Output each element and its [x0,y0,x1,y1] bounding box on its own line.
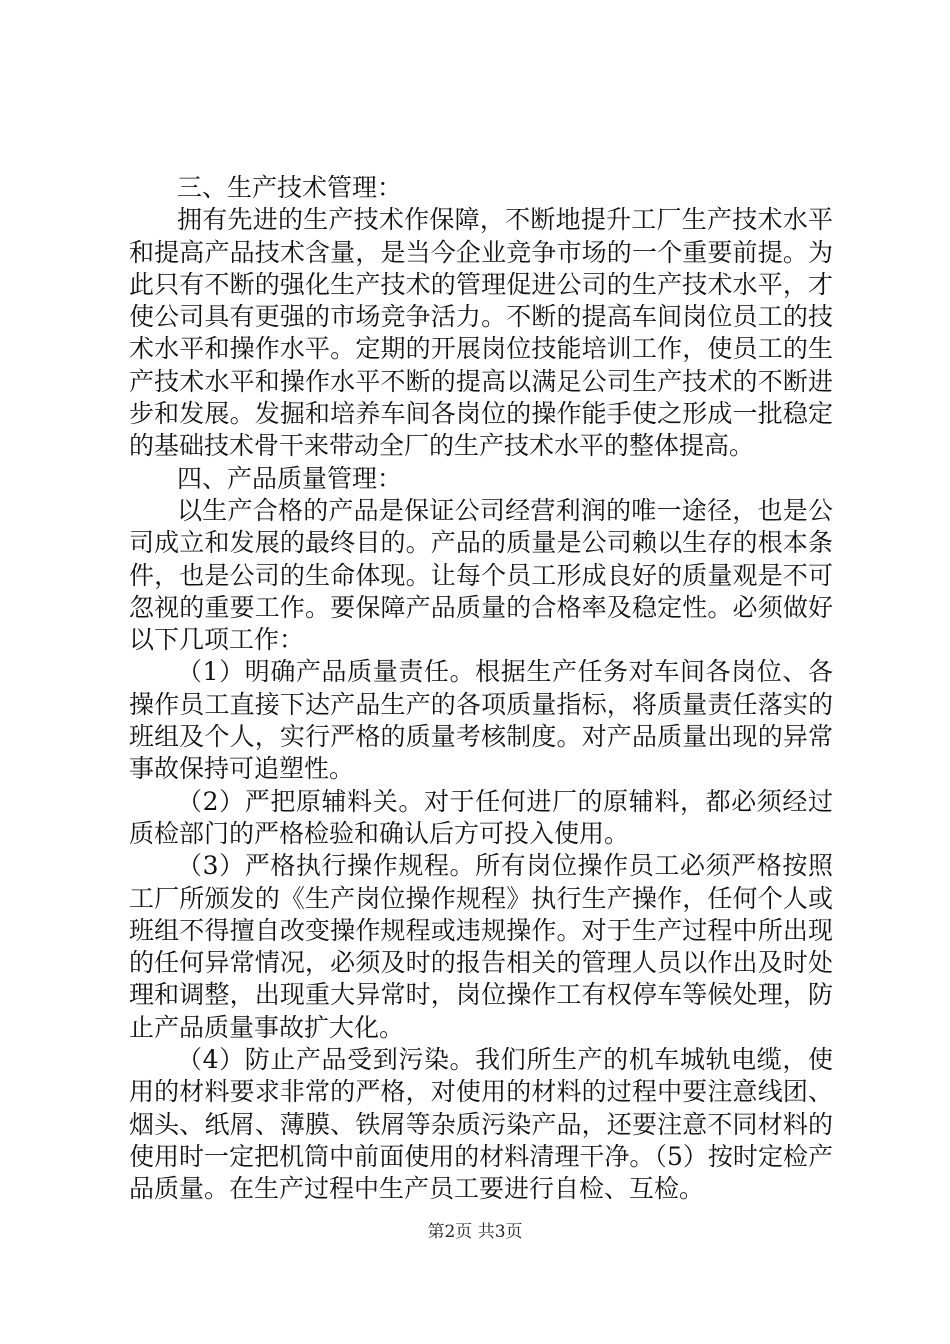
list-item: （3）严格执行操作规程。所有岗位操作员工必须严格按照工厂所颁发的《生产岗位操作规程》执行生产操作，任何个人或班组不得擅自改变操作规程或违规操作。对于生产过程中所出现的任何异常情况，必须及时的报告相关的管理人员以作出及时处理和调整，出现重大异常时，岗位操作工有权停车等候处理，防止产品质量事故扩大化。 [129,851,833,1042]
section-heading: 四、产品质量管理： [177,463,403,493]
list-item: （2）严把原辅料关。对于任何进厂的原辅料，都必须经过质检部门的严格检验和确认后方可投入使用。 [129,786,833,848]
paragraph: 拥有先进的生产技术作保障，不断地提升工厂生产技术水平和提高产品技术含量，是当今企业竞争市场的一个重要前提。为此只有不断的强化生产技术的管理促进公司的生产技术水平，才使公司具有更强的市场竞争活力。不断的提高车间岗位员工的技术水平和操作水平。定期的开展岗位技能培训工作，使员工的生产技术水平和操作水平不断的提高以满足公司生产技术的不断进步和发展。发掘和培养车间各岗位的操作能手使之形成一批稳定的基础技术骨干来带动全厂的生产技术水平的整体提高。 [129,205,833,461]
document-body [129,172,833,1206]
list-item: （1）明确产品质量责任。根据生产任务对车间各岗位、各操作员工直接下达产品生产的各项质量指标，将质量责任落实的班组及个人，实行严格的质量考核制度。对产品质量出现的异常事故保持可追塑性。 [129,657,833,784]
section-heading: 三、生产技术管理： [177,173,403,202]
paragraph: 以生产合格的产品是保证公司经营利润的唯一途径，也是公司成立和发展的最终目的。产品的质量是公司赖以生存的根本条件，也是公司的生命体现。让每个员工形成良好的质量观是不可忽视的重要工作。要保障产品质量的合格率及稳定性。必须做好以下几项工作： [129,495,833,655]
page-number: 第2页 共3页 [427,1222,523,1242]
list-item: （4）防止产品受到污染。我们所生产的机车城轨电缆，使用的材料要求非常的严格，对使用的材料的过程中要注意线团、烟头、纸屑、薄膜、铁屑等杂质污染产品，还要注意不同材料的使用时一定把机筒中前面使用的材料清理干净。（5）按时定检产品质量。在生产过程中生产员工要进行自检、互检。 [129,1045,833,1204]
